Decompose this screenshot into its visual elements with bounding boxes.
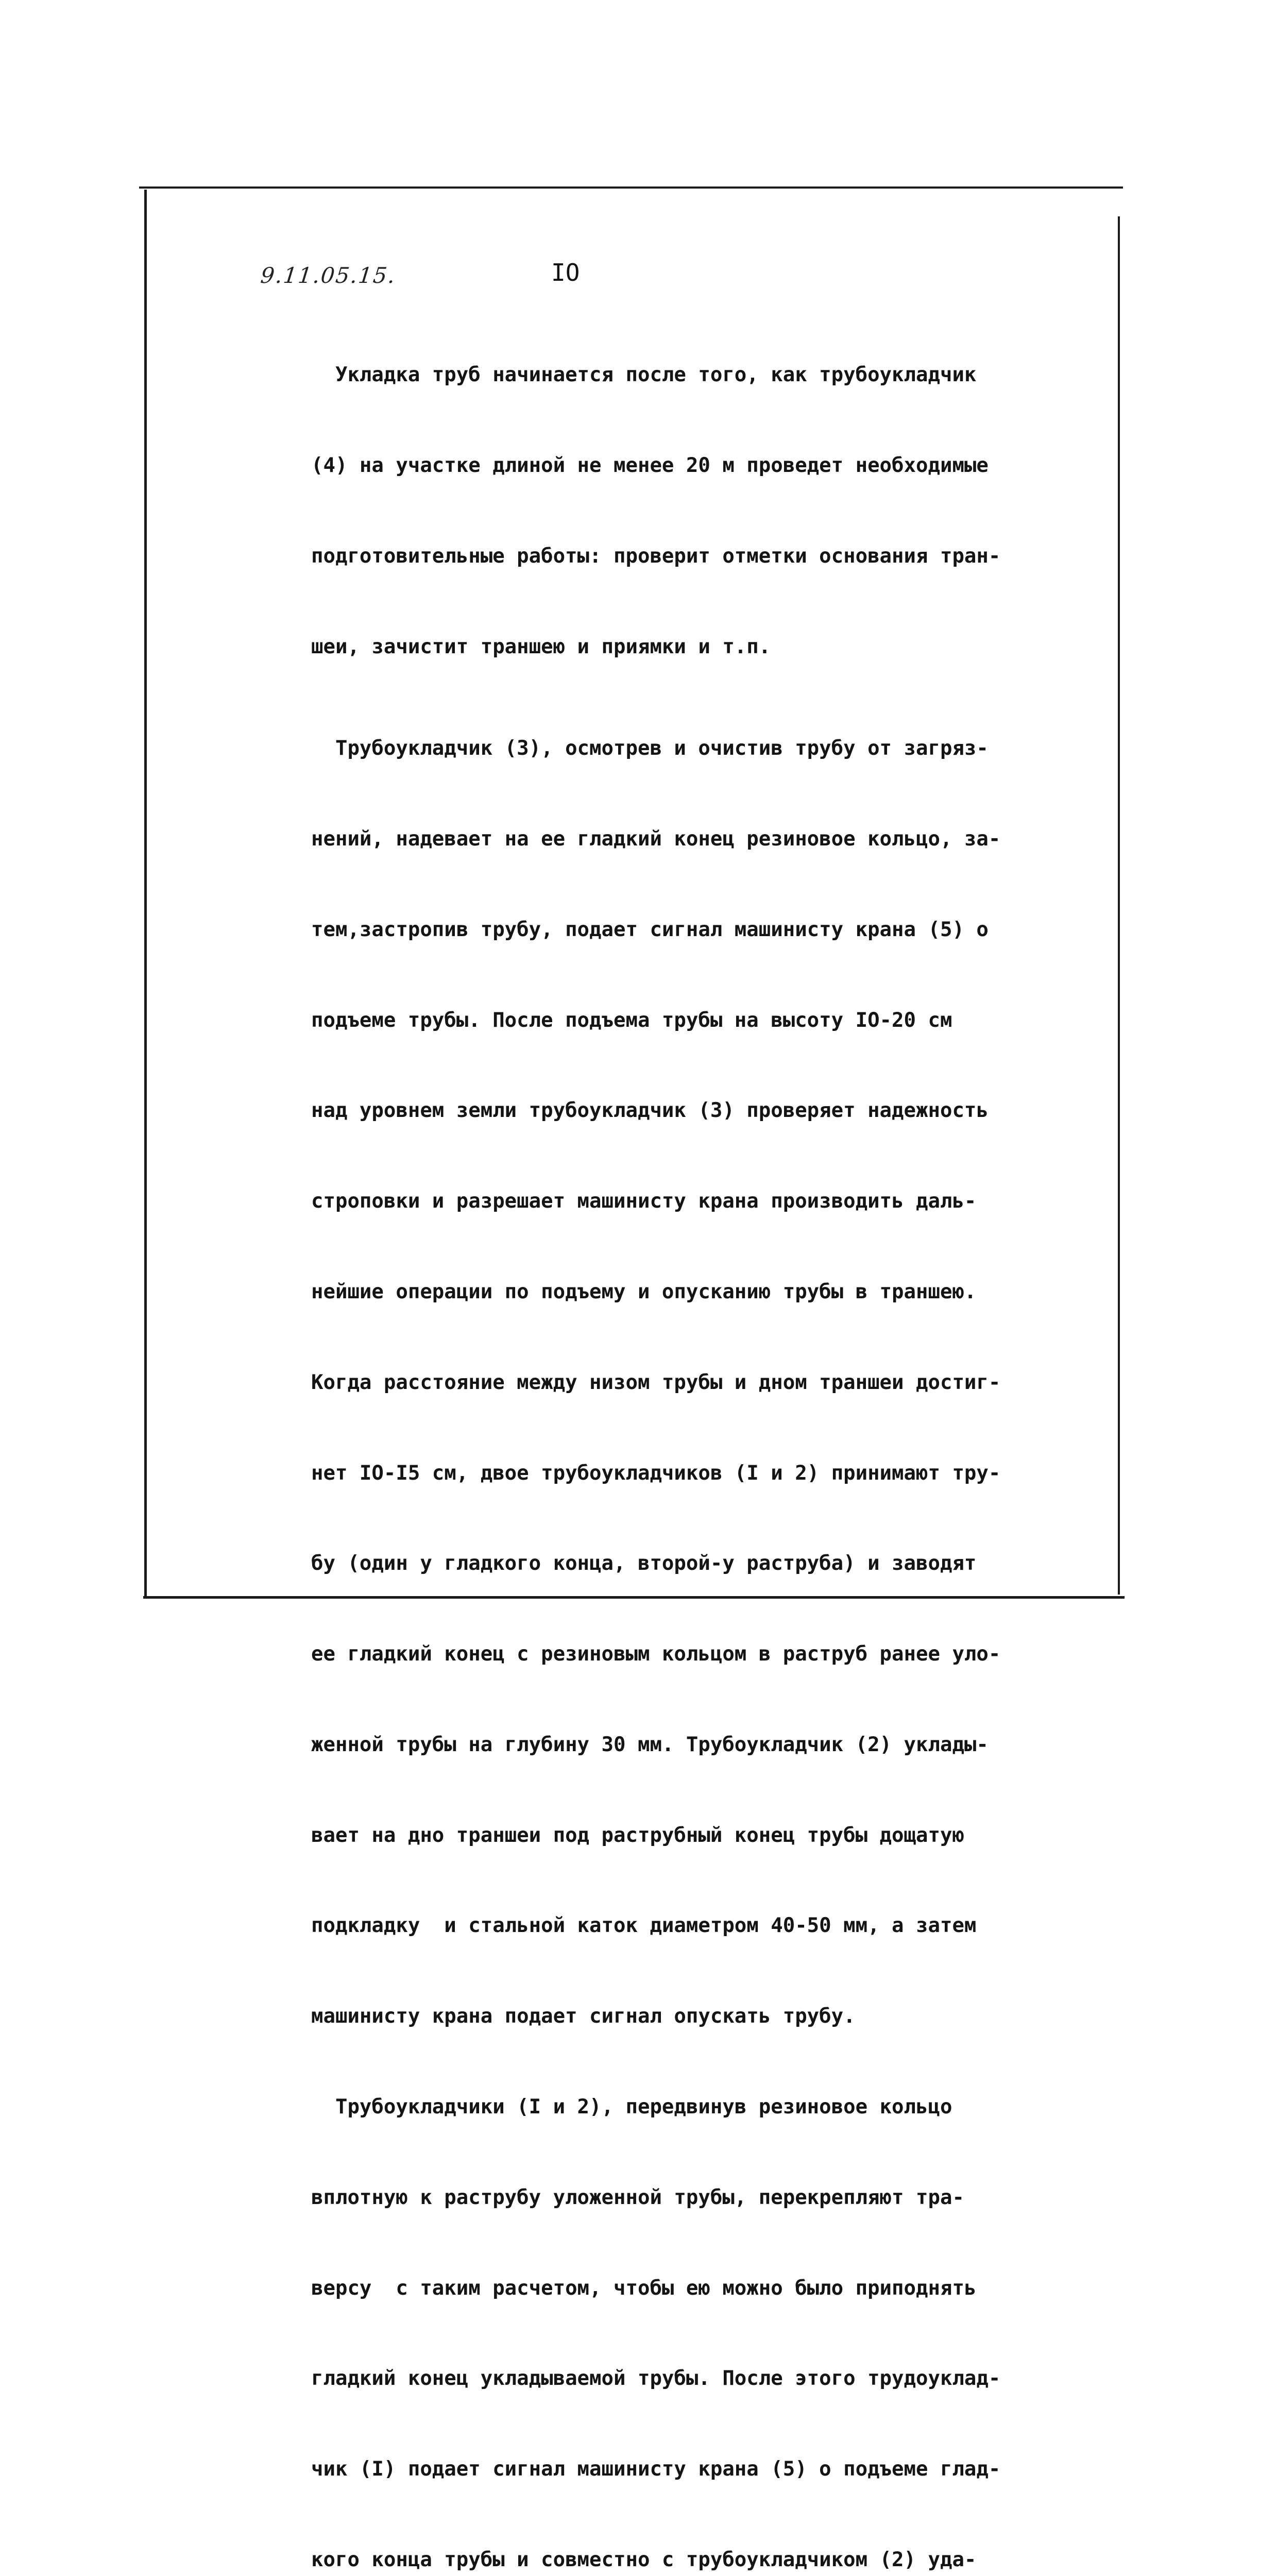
frame-right-border bbox=[1118, 216, 1120, 1595]
text-line: женной трубы на глубину 30 мм. Трубоукладчик (2) уклады- bbox=[311, 1733, 989, 1756]
body-text bbox=[311, 300, 1053, 2576]
text-line: гладкий конец укладываемой трубы. После этого трудоуклад- bbox=[311, 2367, 1001, 2391]
text-line: Когда расстояние между низом трубы и дном траншеи достиг- bbox=[311, 1370, 1001, 1394]
text-line: (4) на участке длиной не менее 20 м проведет необходимые bbox=[311, 453, 989, 477]
text-line: подъеме трубы. После подъема трубы на высоту IO-20 см bbox=[311, 1008, 952, 1032]
text-line: вает на дно траншеи под раструбный конец трубы дощатую bbox=[311, 1823, 964, 1847]
text-line: Трубоукладчики (I и 2), передвинув резиновое кольцо bbox=[311, 2095, 952, 2119]
text-line: над уровнем земли трубоукладчик (3) проверяет надежность bbox=[311, 1099, 989, 1123]
text-line: нений, надевает на ее гладкий конец резиновое кольцо, за- bbox=[311, 827, 1001, 851]
frame-top-border bbox=[139, 187, 1123, 189]
frame-left-border bbox=[144, 190, 147, 1597]
text-line: строповки и разрешает машинисту крана производить даль- bbox=[311, 1190, 977, 1213]
text-line: ее гладкий конец с резиновым кольцом в раструб ранее уло- bbox=[311, 1642, 1001, 1666]
text-line: нейшие операции по подъему и опусканию трубы в траншею. bbox=[311, 1280, 977, 1303]
text-line: кого конца трубы и совместно с трубоукладчиком (2) уда- bbox=[311, 2548, 977, 2571]
text-line: версу с таким расчетом, чтобы ею можно было приподнять bbox=[311, 2276, 977, 2300]
text-line: вплотную к раструбу уложенной трубы, перекрепляют тра- bbox=[311, 2185, 964, 2209]
text-line: машинисту крана подает сигнал опускать трубу. bbox=[311, 2005, 856, 2028]
text-line: тем,застропив трубу, подает сигнал машинисту крана (5) о bbox=[311, 918, 989, 941]
text-line: чик (I) подает сигнал машинисту крана (5) о подъеме глад- bbox=[311, 2458, 1001, 2481]
text-line: подкладку и стальной каток диаметром 40-50 мм, а затем bbox=[311, 1914, 977, 1938]
text-line: шеи, зачистит траншею и приямки и т.п. bbox=[311, 635, 771, 658]
document-code: 9.11.05.15. bbox=[259, 263, 398, 288]
text-line: Трубоукладчик (3), осмотрев и очистив трубу от загряз- bbox=[311, 737, 989, 760]
text-line: подготовительные работы: проверит отметки основания тран- bbox=[311, 544, 1001, 568]
text-line: нет IO-I5 см, двое трубоукладчиков (I и 2) принимают тру- bbox=[311, 1461, 1001, 1485]
text-line: Укладка труб начинается после того, как трубоукладчик bbox=[311, 363, 977, 387]
page-number: IO bbox=[551, 259, 580, 286]
text-line: бу (один у гладкого конца, второй-у раструба) и заводят bbox=[311, 1552, 977, 1575]
